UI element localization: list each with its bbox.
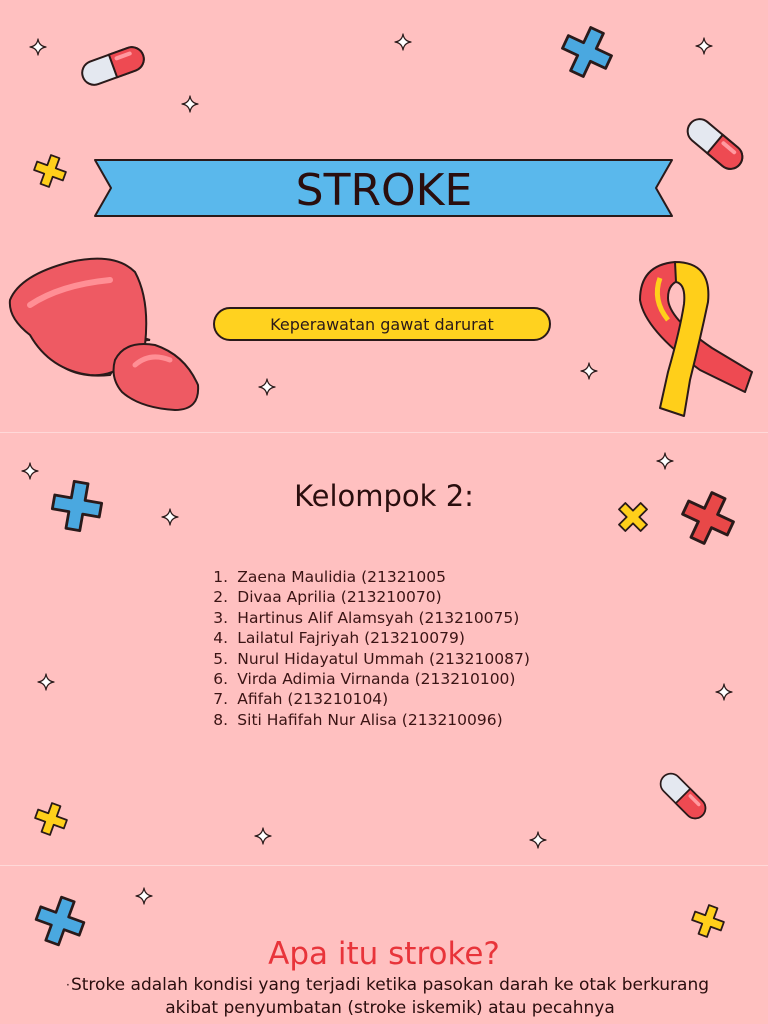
- sparkle-icon: [696, 38, 712, 54]
- member-list-item: [197, 710, 530, 730]
- member-number: 2.: [213, 588, 228, 607]
- member-number: 8.: [213, 710, 228, 729]
- sparkle-icon: [30, 39, 46, 55]
- definition-slide: [0, 866, 768, 1024]
- slide-title: STROKE: [295, 165, 473, 216]
- member-number: 3.: [213, 608, 228, 627]
- member-number: 6.: [213, 670, 228, 689]
- liver-icon: [10, 259, 198, 410]
- member-list-item: [197, 587, 530, 607]
- sparkle-icon: [136, 888, 152, 904]
- pill-capsule-icon: [656, 769, 709, 822]
- member-name: Lailatul Fajriyah (213210079): [237, 629, 465, 648]
- definition-heading: Apa itu stroke?: [268, 936, 500, 972]
- member-spacer: [228, 628, 237, 648]
- member-list-item: [197, 567, 530, 587]
- member-spacer: [228, 669, 237, 689]
- member-name: Siti Hafifah Nur Alisa (213210096): [237, 710, 503, 729]
- member-list-item: [197, 669, 530, 689]
- member-number: 5.: [213, 649, 228, 668]
- member-spacer: [228, 587, 237, 607]
- member-spacer: [228, 608, 237, 628]
- sparkle-icon: [716, 684, 732, 700]
- cross-icon: [31, 799, 70, 838]
- member-list-item: [197, 608, 530, 628]
- member-name: Virda Adimia Virnanda (213210100): [237, 670, 516, 689]
- definition-body: [60, 974, 720, 1020]
- bullet-dot: ·: [66, 978, 70, 992]
- member-name: Nurul Hidayatul Ummah (213210087): [237, 649, 530, 668]
- member-number: 4.: [213, 629, 228, 648]
- member-number: 1.: [213, 568, 228, 586]
- title-slide-decor: [0, 0, 768, 432]
- title-slide: [0, 0, 768, 432]
- sparkle-icon: [581, 363, 597, 379]
- member-spacer: [228, 710, 237, 730]
- sparkle-icon: [395, 34, 411, 50]
- sparkle-icon: [657, 453, 673, 469]
- member-name: Afifah (213210104): [237, 690, 389, 709]
- member-list-item: [197, 649, 530, 669]
- group-slide: [0, 433, 768, 865]
- member-number: 7.: [213, 690, 228, 709]
- definition-text: Stroke adalah kondisi yang terjadi ketika pasokan darah ke otak berkurang akibat penyumbatan (stroke iskemik) atau pecahnya: [70, 975, 710, 1018]
- subtitle-text: Keperawatan gawat darurat: [270, 314, 494, 334]
- group-heading: Kelompok 2:: [294, 479, 474, 513]
- member-name: Zaena Maulidia (21321005: [237, 568, 447, 586]
- member-spacer: [228, 689, 237, 709]
- sparkle-icon: [38, 674, 54, 690]
- member-name: Divaa Aprilia (213210070): [237, 588, 442, 607]
- member-spacer: [228, 567, 237, 587]
- member-list-item: [197, 689, 530, 709]
- cross-icon: [688, 901, 727, 940]
- member-spacer: [228, 649, 237, 669]
- member-name: Hartinus Alif Alamsyah (213210075): [237, 608, 520, 627]
- member-list: [197, 567, 530, 730]
- awareness-ribbon-icon: [640, 262, 752, 416]
- sparkle-icon: [259, 379, 275, 395]
- cross-icon: [555, 20, 618, 83]
- sparkle-icon: [530, 832, 546, 848]
- sparkle-icon: [255, 828, 271, 844]
- sparkle-icon: [22, 463, 38, 479]
- member-list-item: [197, 628, 530, 648]
- pill-capsule-icon: [79, 44, 147, 88]
- subtitle-pill: [213, 307, 551, 341]
- sparkle-icon: [182, 96, 198, 112]
